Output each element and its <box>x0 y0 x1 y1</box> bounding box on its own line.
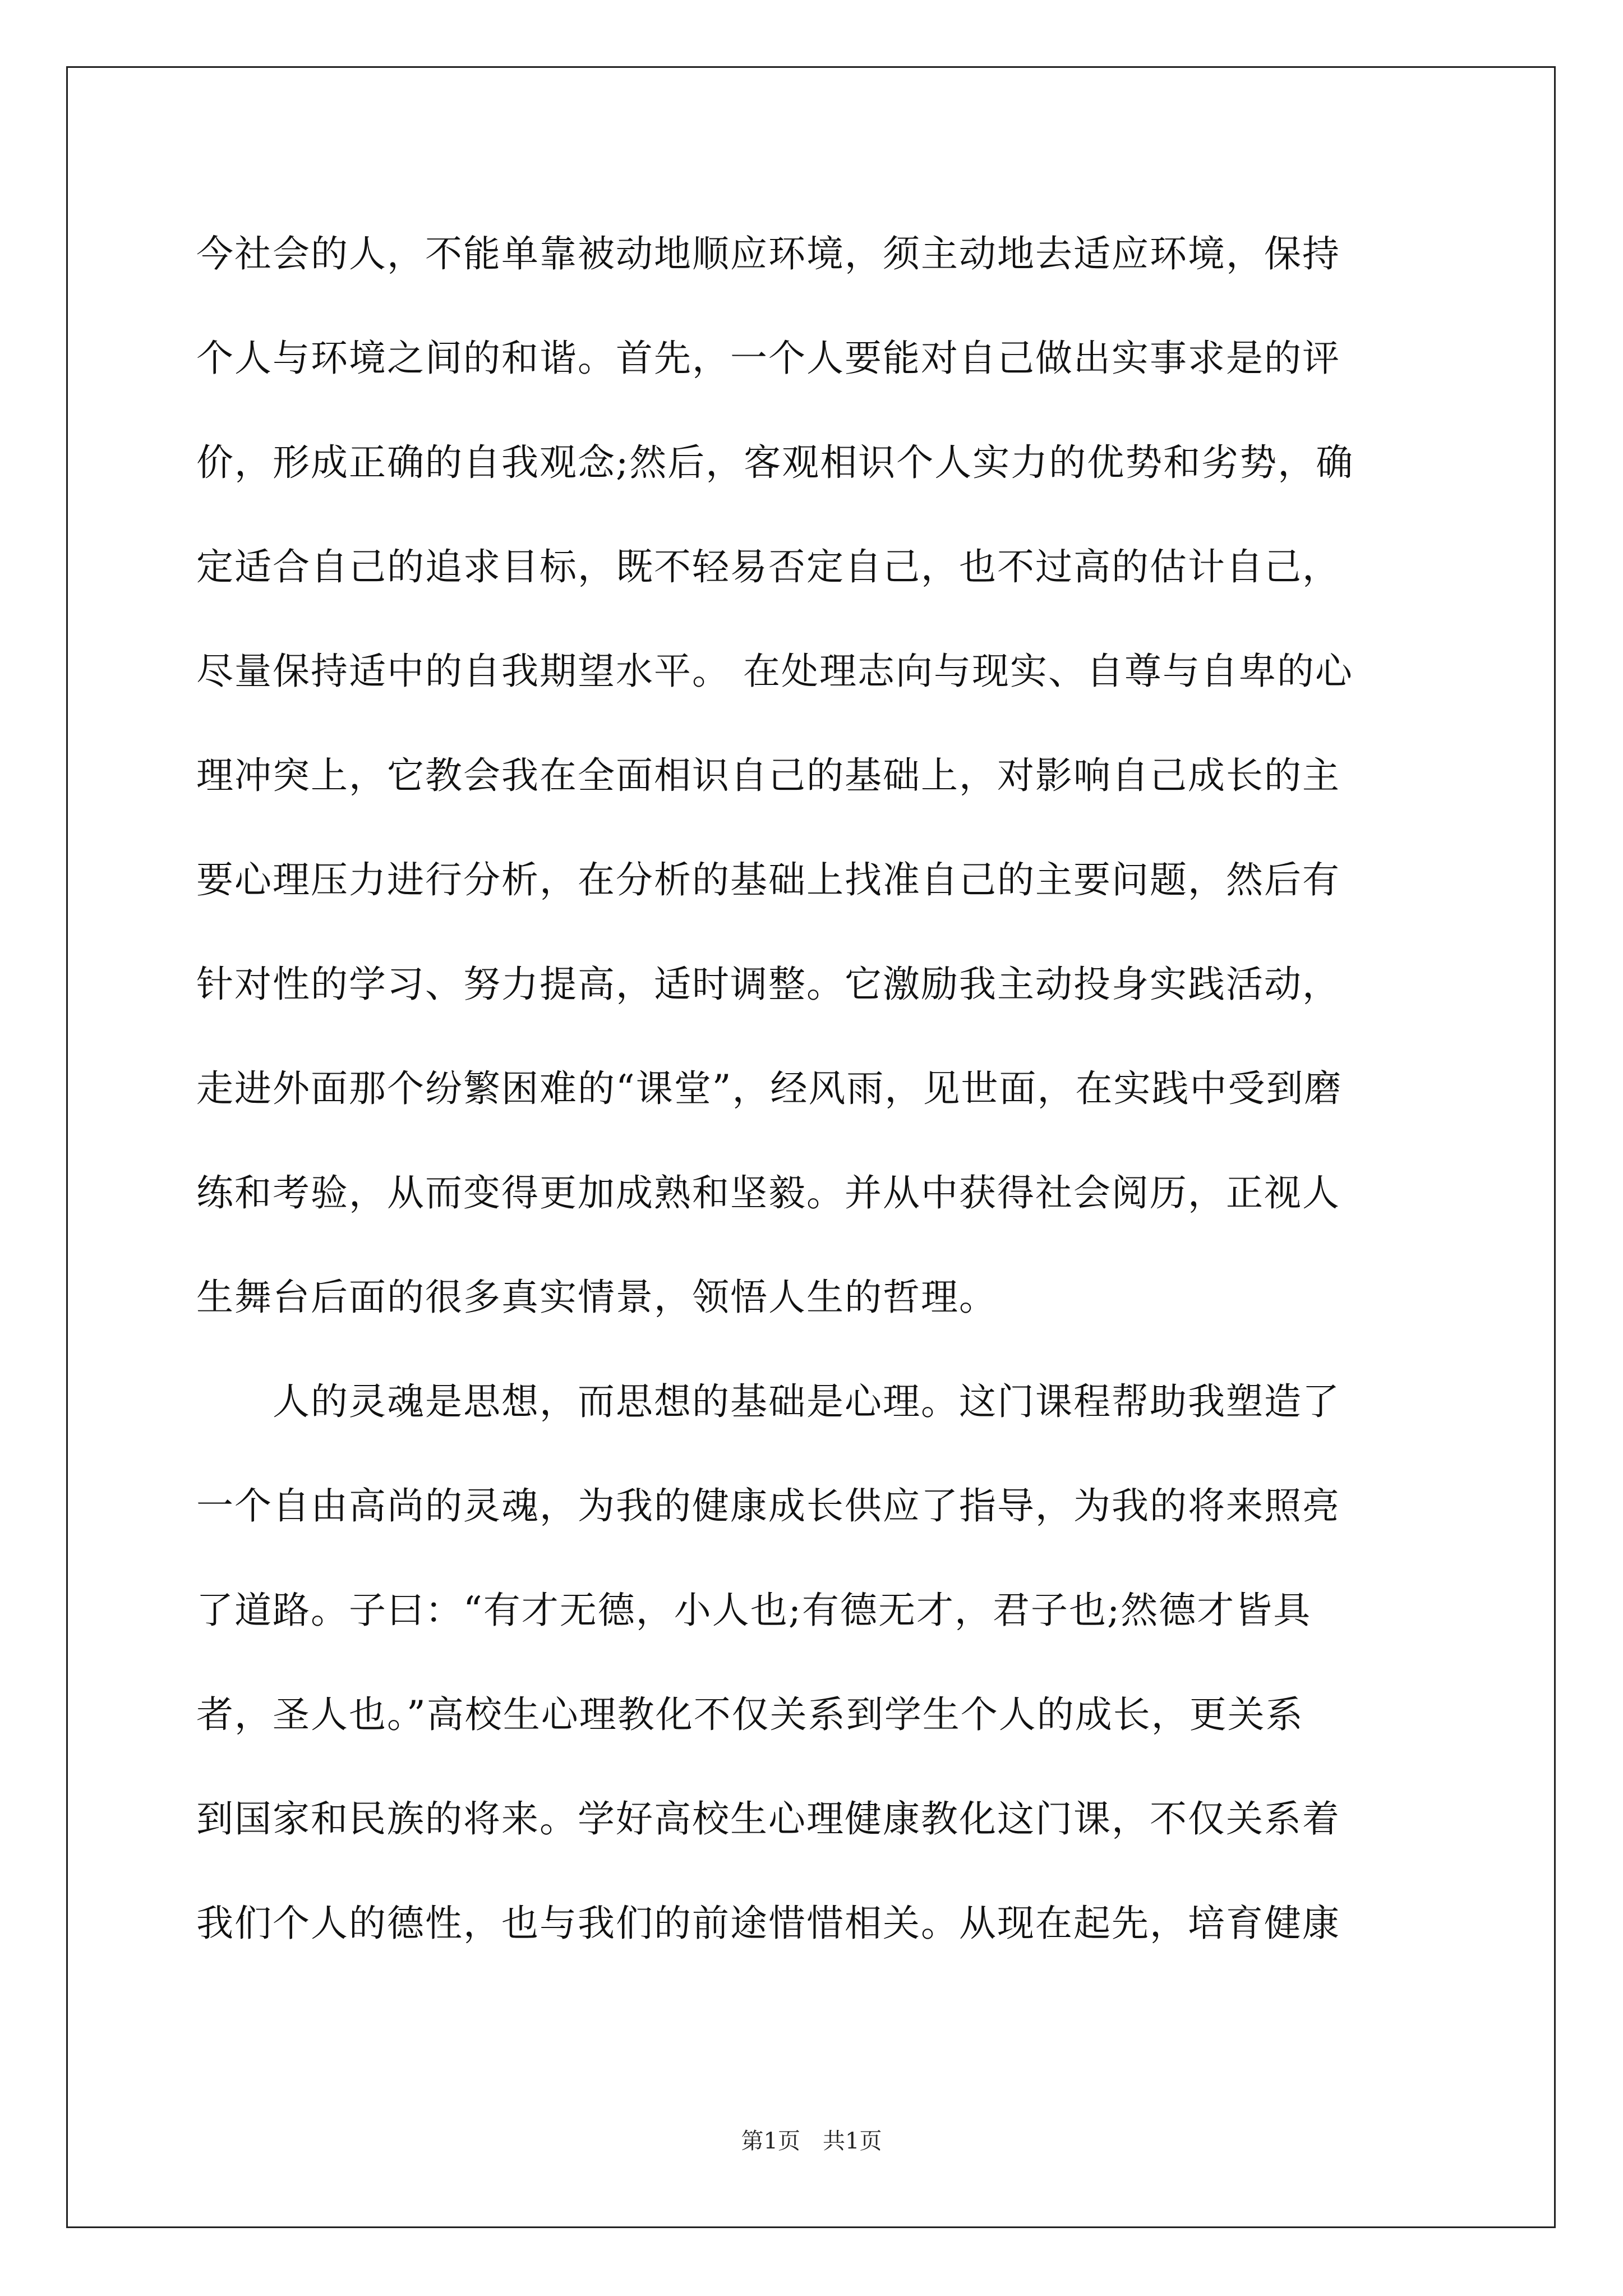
document-body <box>196 202 1430 1976</box>
text-line: 理冲突上，它教会我在全面相识自己的基础上，对影响自己成长的主 <box>196 754 1340 797</box>
text-line: 生舞台后面的很多真实情景，领悟人生的哲理。 <box>196 1276 997 1319</box>
text-line: 价，形成正确的自我观念;然后，客观相识个人实力的优势和劣势，确 <box>196 441 1354 484</box>
text-line: 我们个人的德性，也与我们的前途惜惜相关。从现在起先，培育健康 <box>196 1902 1340 1945</box>
text-line: 走进外面那个纷繁困难的“课堂”，经风雨，见世面，在实践中受到磨 <box>196 1067 1343 1110</box>
text-line: 今社会的人，不能单靠被动地顺应环境，须主动地去适应环境，保持 <box>196 232 1340 275</box>
text-line: 练和考验，从而变得更加成熟和坚毅。并从中获得社会阅历，正视人 <box>196 1171 1340 1214</box>
text-line: 针对性的学习、努力提高，适时调整。它激励我主动投身实践活动， <box>196 963 1340 1006</box>
text-line: 一个自由高尚的灵魂，为我的健康成长供应了指导，为我的将来照亮 <box>196 1484 1340 1527</box>
text-line: 者，圣人也。”高校生心理教化不仅关系到学生个人的成长，更关系 <box>196 1693 1304 1736</box>
page-total: 共1页 <box>823 2128 882 2154</box>
text-line: 了道路。子曰：“有才无德，小人也;有德无才，君子也;然德才皆具 <box>196 1589 1312 1632</box>
text-line: 定适合自己的追求目标，既不轻易否定自己，也不过高的估计自己， <box>196 545 1340 588</box>
page-number: 第1页 <box>741 2128 800 2154</box>
text-line: 尽量保持适中的自我期望水平。 在处理志向与现实、自尊与自卑的心 <box>196 650 1353 693</box>
text-line: 人的灵魂是思想，而思想的基础是心理。这门课程帮助我塑造了 <box>196 1380 1340 1423</box>
text-line: 个人与环境之间的和谐。首先，一个人要能对自己做出实事求是的评 <box>196 337 1340 380</box>
text-line: 到国家和民族的将来。学好高校生心理健康教化这门课，不仅关系着 <box>196 1797 1340 1841</box>
page-footer <box>0 2123 1623 2155</box>
text-line: 要心理压力进行分析，在分析的基础上找准自己的主要问题，然后有 <box>196 858 1340 901</box>
